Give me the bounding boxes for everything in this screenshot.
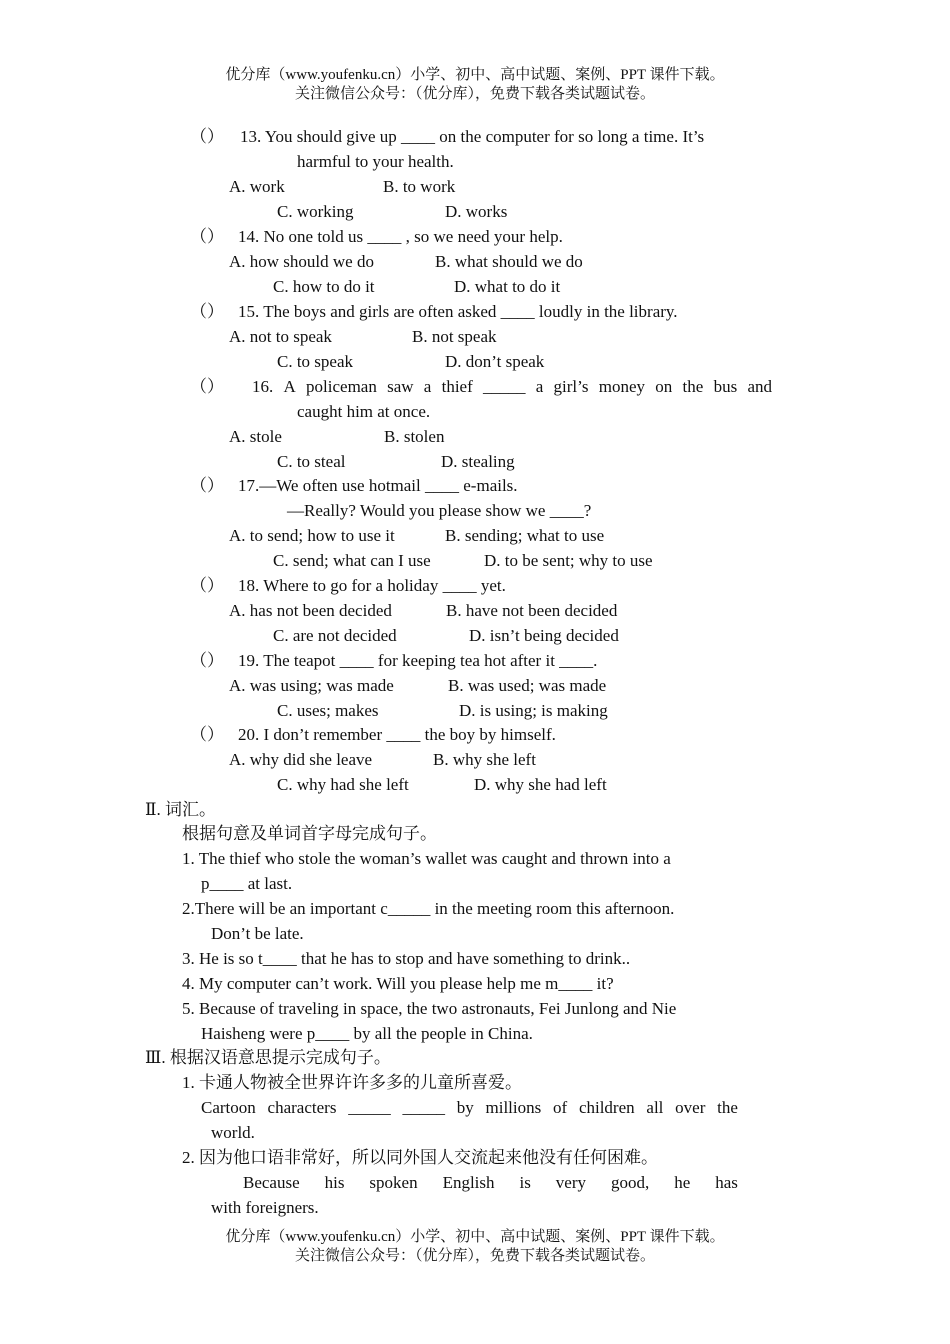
question-13-stem-cont: harmful to your health. [297,152,454,171]
question-18: （） 18. Where to go for a holiday ____ yet. [190,576,506,595]
option-15-b: B. not speak [412,327,497,346]
option-15-a: A. not to speak [229,327,332,346]
vocab-sentence-3: 3. He is so t____ that he has to stop and have something to drink.. [182,949,631,968]
question-14: （） 14. No one told us ____ , so we need your help. [190,227,563,246]
translate-1-english-cont: world. [211,1123,255,1142]
option-16-a: A. stole [229,427,282,446]
header-line-2: 关注微信公众号：（优分库），免费下载各类试题试卷。 [294,86,655,102]
answer-bracket[interactable]: （） [190,651,224,670]
translate-2-english: Because his spoken English is very good, he has [243,1173,738,1192]
option-19-b: B. was used; was made [448,676,607,695]
section-3-title: Ⅲ. 根据汉语意思提示完成句子。 [145,1048,391,1067]
answer-bracket[interactable]: （） [190,127,224,146]
option-14-a: A. how should we do [229,252,374,271]
option-15-d: D. don’t speak [445,352,545,371]
translate-1-chinese: 1. 卡通人物被全世界许许多多的儿童所喜爱。 [182,1073,522,1092]
option-16-d: D. stealing [441,452,515,471]
vocab-sentence-2-cont: Don’t be late. [211,924,304,943]
answer-bracket[interactable]: （） [190,476,224,495]
vocab-sentence-1: 1. The thief who stole the woman’s wallet was caught and thrown into a [182,849,671,868]
footer-line-2: 关注微信公众号：（优分库），免费下载各类试题试卷。 [294,1248,655,1264]
option-19-c: C. uses; makes [277,701,379,720]
option-14-c: C. how to do it [273,277,375,296]
translate-1-english: Cartoon characters _____ _____ by millions of children all over the [201,1098,738,1117]
vocab-sentence-5-cont: Haisheng were p____ by all the people in China. [201,1024,533,1043]
option-19-d: D. is using; is making [459,701,608,720]
option-20-d: D. why she had left [474,775,607,794]
option-18-a: A. has not been decided [229,601,392,620]
option-20-b: B. why she left [433,750,536,769]
option-16-c: C. to steal [277,452,346,471]
option-13-a: A. work [229,177,285,196]
vocab-sentence-4: 4. My computer can’t work. Will you please help me m____ it? [182,974,614,993]
question-13: （） 13. You should give up ____ on the computer for so long a time. It’s [190,127,705,146]
option-16-b: B. stolen [384,427,445,446]
option-18-c: C. are not decided [273,626,397,645]
section-2-instruction: 根据句意及单词首字母完成句子。 [182,824,437,843]
answer-bracket[interactable]: （） [190,377,224,396]
option-18-d: D. isn’t being decided [469,626,619,645]
option-18-b: B. have not been decided [446,601,618,620]
page-header [0,66,950,104]
option-15-c: C. to speak [277,352,354,371]
section-2-title: Ⅱ. 词汇。 [145,800,217,819]
vocab-sentence-2: 2.There will be an important c_____ in the meeting room this afternoon. [182,899,675,918]
question-17: （） 17.—We often use hotmail ____ e-mails. [190,476,518,495]
translate-2-english-cont: with foreigners. [211,1198,319,1217]
question-20: （） 20. I don’t remember ____ the boy by himself. [190,725,556,744]
option-14-d: D. what to do it [454,277,561,296]
vocab-sentence-5: 5. Because of traveling in space, the two astronauts, Fei Junlong and Nie [182,999,677,1018]
answer-bracket[interactable]: （） [190,227,224,246]
option-13-d: D. works [445,202,508,221]
option-13-b: B. to work [383,177,456,196]
question-16: 16. A policeman saw a thief _____ a girl’s money on the bus and [252,377,772,396]
question-16-stem-cont: caught him at once. [297,402,431,421]
option-17-c: C. send; what can I use [273,551,431,570]
question-15: （） 15. The boys and girls are often asked ____ loudly in the library. [190,302,678,321]
header-line-1: 优分库（www.youfenku.cn）小学、初中、高中试题、案例、PPT 课件下载。 [225,67,725,83]
question-19: （） 19. The teapot ____ for keeping tea hot after it ____. [190,651,598,670]
translate-2-chinese: 2. 因为他口语非常好，所以同外国人交流起来他没有任何困难。 [182,1148,658,1167]
option-20-a: A. why did she leave [229,750,373,769]
option-19-a: A. was using; was made [229,676,394,695]
page-footer [0,1228,950,1266]
footer-line-1: 优分库（www.youfenku.cn）小学、初中、高中试题、案例、PPT 课件下载。 [225,1229,725,1245]
question-17-reply: —Really? Would you please show we ____? [287,501,592,520]
answer-bracket[interactable]: （） [190,302,224,321]
option-17-a: A. to send; how to use it [229,526,395,545]
option-17-b: B. sending; what to use [445,526,605,545]
option-14-b: B. what should we do [435,252,583,271]
option-13-c: C. working [277,202,354,221]
answer-bracket[interactable]: （） [190,725,224,744]
vocab-sentence-1-cont: p____ at last. [201,874,293,893]
option-20-c: C. why had she left [277,775,409,794]
option-17-d: D. to be sent; why to use [484,551,653,570]
answer-bracket[interactable]: （） [190,576,224,595]
